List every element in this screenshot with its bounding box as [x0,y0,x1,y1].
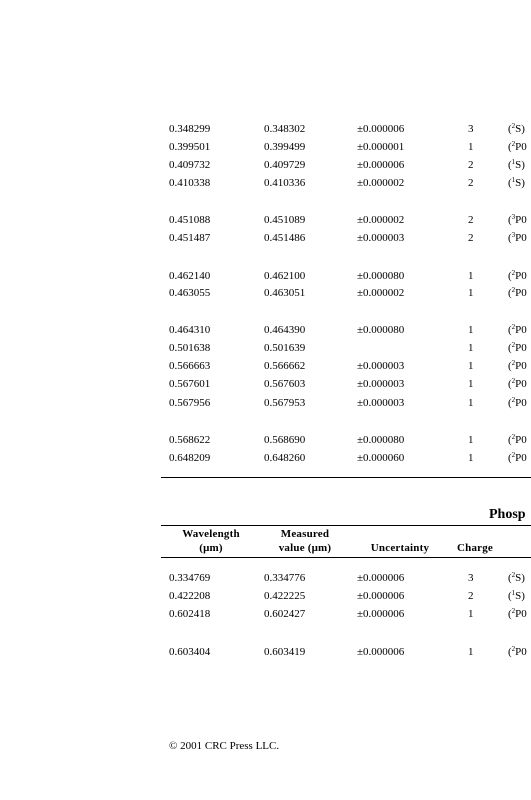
measured-value-cell: 0.422225 [264,590,306,602]
measured-value-cell: 0.567953 [264,397,306,409]
wavelength-cell: 0.567601 [169,378,211,390]
uncertainty-cell: ±0.000080 [357,324,405,336]
measured-value-cell: 0.409729 [264,159,306,171]
table-row [0,324,531,340]
charge-cell: 3 [468,572,474,584]
wavelength-cell: 0.602418 [169,608,211,620]
transition-cell: ($^2$P0 [508,359,527,372]
charge-cell: 1 [468,646,474,658]
charge-cell: 1 [468,324,474,336]
charge-cell: 1 [468,287,474,299]
charge-cell: 1 [468,378,474,390]
wavelength-cell: 0.348299 [169,123,211,135]
table-row [0,397,531,413]
table-row [0,159,531,175]
uncertainty-cell: ±0.000002 [357,177,405,189]
wavelength-cell: 0.409732 [169,159,211,171]
measured-value-cell: 0.648260 [264,452,306,464]
charge-cell: 2 [468,590,474,602]
wavelength-cell: 0.568622 [169,434,211,446]
measured-value-cell: 0.568690 [264,434,306,446]
charge-cell: 1 [468,141,474,153]
charge-cell: 2 [468,177,474,189]
measured-value-cell: 0.462100 [264,270,306,282]
measured-value-cell: 0.567603 [264,378,306,390]
table-row [0,342,531,358]
wavelength-cell: 0.334769 [169,572,211,584]
charge-cell: 2 [468,159,474,171]
table-bottom-rule [161,477,531,478]
transition-cell: ($^2$P0 [508,140,527,153]
charge-cell: 3 [468,123,474,135]
uncertainty-cell: ±0.000003 [357,360,405,372]
table-row [0,646,531,662]
transition-cell: ($^3$P0 [508,231,527,244]
transition-cell: ($^1$S) [508,176,525,189]
measured-value-cell: 0.348302 [264,123,306,135]
uncertainty-cell: ±0.000080 [357,270,405,282]
uncertainty-cell: ±0.000006 [357,608,405,620]
charge-cell: 1 [468,452,474,464]
transition-cell: ($^2$P0 [508,396,527,409]
transition-cell: ($^2$P0 [508,451,527,464]
measured-value-cell: 0.410336 [264,177,306,189]
transition-cell: ($^2$P0 [508,323,527,336]
wavelength-cell: 0.463055 [169,287,211,299]
transition-cell: ($^2$P0 [508,269,527,282]
wavelength-cell: 0.410338 [169,177,211,189]
charge-cell: 1 [468,608,474,620]
table-row [0,123,531,139]
transition-cell: ($^1$S) [508,158,525,171]
uncertainty-cell: ±0.000003 [357,378,405,390]
table-row [0,378,531,394]
table-row [0,177,531,193]
transition-cell: ($^3$P0 [508,213,527,226]
measured-value-cell: 0.334776 [264,572,306,584]
measured-value-cell: 0.451089 [264,214,306,226]
wavelength-cell: 0.648209 [169,452,211,464]
measured-value-cell: 0.602427 [264,608,306,620]
transition-cell: ($^2$P0 [508,645,527,658]
transition-cell: ($^2$P0 [508,341,527,354]
measured-value-cell: 0.451486 [264,232,306,244]
table-row [0,270,531,286]
wavelength-cell: 0.464310 [169,324,211,336]
wavelength-cell: 0.603404 [169,646,211,658]
column-header-measured: Measured value (μm) [278,528,332,554]
wavelength-cell: 0.501638 [169,342,211,354]
transition-cell: ($^2$P0 [508,433,527,446]
transition-cell: ($^2$P0 [508,286,527,299]
uncertainty-cell: ±0.000003 [357,232,405,244]
table-row [0,214,531,230]
table-row [0,452,531,468]
charge-cell: 1 [468,270,474,282]
measured-value-cell: 0.501639 [264,342,306,354]
uncertainty-cell: ±0.000003 [357,397,405,409]
transition-cell: ($^2$S) [508,122,525,135]
column-header-uncertainty: Uncertainty [370,542,430,554]
measured-value-cell: 0.463051 [264,287,306,299]
table-top-rule [161,525,531,526]
uncertainty-cell: ±0.000006 [357,572,405,584]
column-header-charge: Charge [456,542,494,554]
table-row [0,590,531,606]
wavelength-cell: 0.399501 [169,141,211,153]
wavelength-cell: 0.451487 [169,232,211,244]
uncertainty-cell: ±0.000080 [357,434,405,446]
uncertainty-cell: ±0.000006 [357,123,405,135]
uncertainty-cell: ±0.000006 [357,646,405,658]
charge-cell: 2 [468,232,474,244]
charge-cell: 1 [468,434,474,446]
transition-cell: ($^2$P0 [508,607,527,620]
uncertainty-cell: ±0.000006 [357,159,405,171]
uncertainty-cell: ±0.000006 [357,590,405,602]
section-title: Phosp [489,507,526,522]
table-row [0,608,531,624]
measured-value-cell: 0.566662 [264,360,306,372]
table-row [0,141,531,157]
table-row [0,572,531,588]
copyright-footer: © 2001 CRC Press LLC. [169,740,280,752]
transition-cell: ($^2$P0 [508,377,527,390]
wavelength-cell: 0.567956 [169,397,211,409]
measured-value-cell: 0.603419 [264,646,306,658]
uncertainty-cell: ±0.000002 [357,287,405,299]
table-row [0,287,531,303]
charge-cell: 1 [468,360,474,372]
column-header-wavelength: Wavelength (μm) [182,528,240,554]
table-row [0,434,531,450]
table-row [0,232,531,248]
uncertainty-cell: ±0.000060 [357,452,405,464]
wavelength-cell: 0.462140 [169,270,211,282]
measured-value-cell: 0.399499 [264,141,306,153]
uncertainty-cell: ±0.000001 [357,141,405,153]
charge-cell: 2 [468,214,474,226]
wavelength-cell: 0.566663 [169,360,211,372]
charge-cell: 1 [468,397,474,409]
header-rule [161,557,531,558]
wavelength-cell: 0.422208 [169,590,211,602]
table-row [0,360,531,376]
uncertainty-cell: ±0.000002 [357,214,405,226]
transition-cell: ($^1$S) [508,589,525,602]
wavelength-cell: 0.451088 [169,214,211,226]
transition-cell: ($^2$S) [508,571,525,584]
measured-value-cell: 0.464390 [264,324,306,336]
charge-cell: 1 [468,342,474,354]
